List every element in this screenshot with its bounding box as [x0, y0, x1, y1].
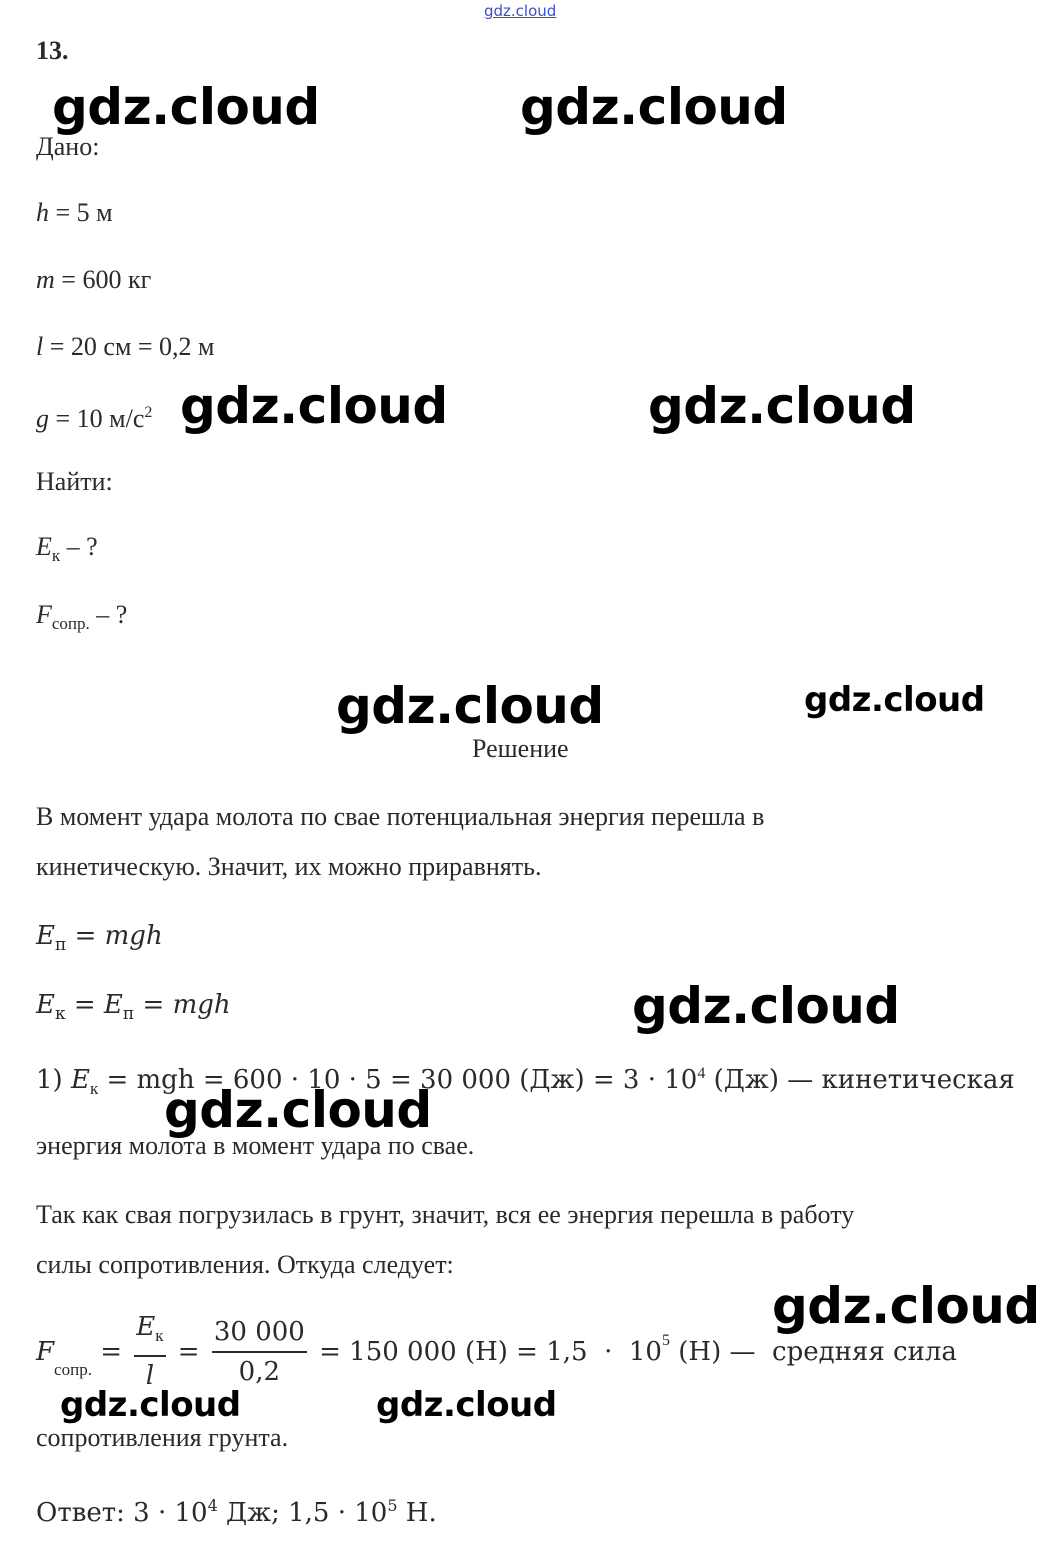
- step1-formula: 1) $E_к$ = mgh = 600 · 10 · 5 = 30 000 $(Дж) = 3 \cdot 10^4$ (Дж) — кинетическая: [36, 1065, 1015, 1098]
- watermark: gdz.cloud: [648, 377, 916, 435]
- formula-ek: $E_к = E_п$ = mgh: [36, 990, 231, 1024]
- header-link[interactable]: gdz.cloud: [484, 2, 557, 20]
- watermark: gdz.cloud: [60, 1385, 241, 1425]
- para1-line2: кинетическую. Значит, их можно приравнять.: [36, 852, 542, 881]
- formula-ep: $E_п$ = mgh: [36, 921, 163, 955]
- fraction-values: $\frac{30 000}{0,2}$: [213, 1316, 305, 1387]
- given-l: l = 20 см = 0,2 м: [36, 332, 215, 361]
- para2-line1: Так как свая погрузилась в грунт, значит, вся ее энергия перешла в работу: [36, 1200, 855, 1229]
- watermark: gdz.cloud: [772, 1277, 1040, 1335]
- watermark: gdz.cloud: [632, 977, 900, 1035]
- step1-continuation: энергия молота в момент удара по свае.: [36, 1131, 475, 1160]
- watermark: gdz.cloud: [164, 1081, 432, 1139]
- watermark: gdz.cloud: [52, 78, 320, 136]
- watermark: gdz.cloud: [180, 377, 448, 435]
- find-fsopr: $F_{сопр.}$ – ?: [36, 600, 128, 633]
- given-m: m = 600 кг: [36, 265, 152, 294]
- given-h: h = 5 м: [36, 198, 113, 227]
- answer: Ответ: $3 \cdot 10^4$ Дж; $1,5 \cdot 10^5$ Н.: [36, 1496, 437, 1528]
- step2-continuation: сопротивления грунта.: [36, 1423, 289, 1452]
- problem-number: 13.: [36, 36, 69, 65]
- para2-line2: силы сопротивления. Откуда следует:: [36, 1250, 454, 1279]
- para1-line1: В момент удара молота по свае потенциальная энергия перешла в: [36, 802, 765, 831]
- solution-title: Решение: [472, 734, 569, 763]
- fraction-ek-over-l: $\frac{E_к}{l}$: [136, 1312, 164, 1391]
- watermark: gdz.cloud: [804, 680, 985, 720]
- find-ek: $E_к$ – ?: [36, 532, 98, 565]
- given-title: Дано:: [36, 132, 100, 161]
- watermark: gdz.cloud: [520, 78, 788, 136]
- given-g: g = 10 $м/с^2$: [36, 404, 153, 433]
- watermark: gdz.cloud: [336, 677, 604, 735]
- step2-formula: F $_{сопр.}$ = $\frac{E_к}{l}$ = $\frac{30 000}{0,2}$ = 150 000 (Н) = 1,5 · 10 $^5$ (Н) — средняя сила: [36, 1312, 957, 1391]
- find-title: Найти:: [36, 467, 113, 496]
- watermark: gdz.cloud: [376, 1385, 557, 1425]
